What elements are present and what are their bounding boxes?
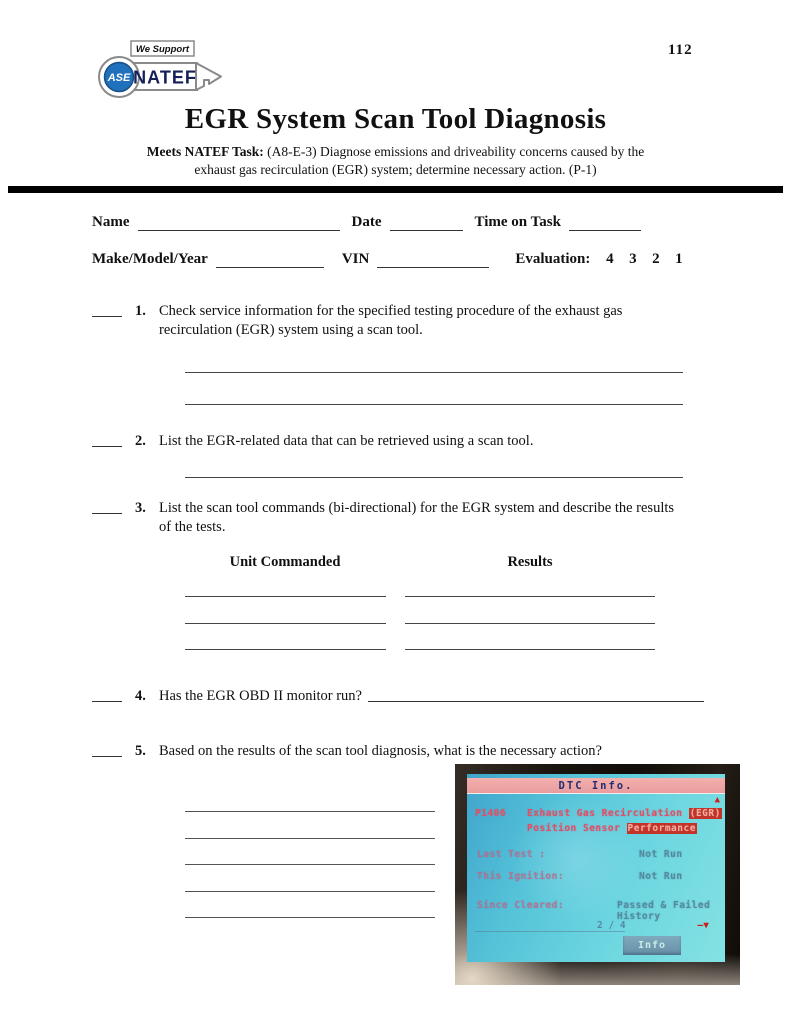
name-label: Name: [92, 214, 130, 230]
natef-task-line2: exhaust gas recirculation (EGR) system; determine necessary action. (P-1): [194, 162, 597, 177]
logo-key-tip: [196, 63, 221, 90]
vin-field[interactable]: [377, 251, 489, 268]
dtc-info-titlebar: DTC Info.: [467, 778, 725, 794]
task-item-4: [92, 687, 704, 706]
since-cleared-label: Since Cleared:: [477, 900, 565, 911]
natef-logo: [98, 40, 226, 104]
answer-line[interactable]: [185, 476, 683, 478]
evaluation-label: Evaluation:: [515, 251, 591, 267]
task-2-text: List the EGR-related data that can be retrieved using a scan tool.: [159, 433, 534, 449]
since-cleared-value-line2: History: [617, 911, 661, 922]
time-on-task-label: Time on Task: [474, 214, 561, 230]
task-3-text: List the scan tool commands (bi-directional) for the EGR system and describe the results of the tests.: [159, 500, 675, 535]
monitor-run-field[interactable]: [368, 687, 704, 702]
scan-tool-photo: [455, 764, 740, 985]
vin-label: VIN: [341, 251, 370, 267]
task-5-check-line[interactable]: [92, 742, 122, 757]
info-button: Info: [623, 936, 681, 955]
date-label: Date: [351, 214, 382, 230]
evaluation-score-2[interactable]: 2: [652, 251, 660, 267]
last-test-value: Not Run: [639, 849, 683, 860]
results-line[interactable]: [405, 622, 655, 624]
scan-tool-screen: [467, 774, 725, 962]
page-indicator: 2 / 4: [597, 920, 626, 931]
dtc-desc-line1-highlight: (EGR): [689, 808, 721, 819]
since-cleared-row: [477, 900, 717, 922]
this-ignition-label: This Ignition:: [477, 871, 565, 882]
results-line[interactable]: [405, 648, 655, 650]
task-item-3: [92, 499, 689, 537]
task-5-number: 5.: [135, 743, 146, 759]
answer-line[interactable]: [185, 837, 435, 839]
unit-commanded-header: Unit Commanded: [229, 554, 341, 570]
page-number: 112: [668, 42, 693, 58]
task-3-number: 3.: [135, 500, 146, 516]
scroll-down-icon: —▼: [697, 920, 709, 931]
page-title: EGR System Scan Tool Diagnosis: [184, 103, 607, 135]
natef-text: NATEF: [133, 67, 197, 88]
since-cleared-value-line1: Passed & Failed: [617, 900, 711, 911]
answer-line[interactable]: [185, 403, 683, 405]
unit-commanded-line[interactable]: [185, 648, 386, 650]
this-ignition-value: Not Run: [639, 871, 683, 882]
this-ignition-row: [477, 871, 717, 882]
results-line[interactable]: [405, 595, 655, 597]
dtc-code: P1406: [475, 808, 507, 819]
task-3-check-line[interactable]: [92, 499, 122, 514]
answer-line[interactable]: [185, 371, 683, 373]
answer-line[interactable]: [185, 863, 435, 865]
task-4-check-line[interactable]: [92, 687, 122, 702]
dtc-desc-line2: Position Sensor: [527, 823, 627, 834]
screen-divider-line: [475, 931, 625, 932]
form-row-identity: [92, 214, 664, 231]
make-model-year-field[interactable]: [216, 251, 324, 268]
natef-task-label: Meets NATEF Task:: [146, 144, 264, 159]
task-4-text: Has the EGR OBD II monitor run?: [159, 688, 362, 704]
answer-line[interactable]: [185, 810, 435, 812]
task-1-number: 1.: [135, 303, 146, 319]
task-2-check-line[interactable]: [92, 432, 122, 447]
natef-task-line1: [0, 144, 791, 160]
dtc-description: [527, 806, 722, 836]
task-item-5: [92, 742, 689, 761]
ase-text: ASE: [107, 72, 131, 84]
time-on-task-field[interactable]: [569, 214, 641, 231]
answer-line[interactable]: [185, 916, 435, 918]
evaluation-score-3[interactable]: 3: [629, 251, 637, 267]
results-header: Results: [507, 554, 553, 570]
task-item-1: [92, 302, 689, 340]
unit-commanded-line[interactable]: [185, 622, 386, 624]
make-model-year-label: Make/Model/Year: [92, 251, 208, 267]
dtc-desc-line2-highlight: Performance: [627, 823, 696, 834]
last-test-label: Last Test :: [477, 849, 546, 860]
unit-commanded-line[interactable]: [185, 595, 386, 597]
divider-rule: [8, 186, 783, 193]
task-2-number: 2.: [135, 433, 146, 449]
since-cleared-value: [617, 900, 717, 922]
task-5-text: Based on the results of the scan tool diagnosis, what is the necessary action?: [159, 743, 602, 759]
date-field[interactable]: [390, 214, 463, 231]
form-row-vehicle: [92, 251, 692, 268]
evaluation-score-4[interactable]: 4: [606, 251, 614, 267]
evaluation-score-1[interactable]: 1: [675, 251, 683, 267]
dtc-desc-line1: Exhaust Gas Recirculation: [527, 808, 689, 819]
task-1-text: Check service information for the specified testing procedure of the exhaust gas recirculation (EGR) system using a scan tool.: [159, 303, 623, 338]
task-1-check-line[interactable]: [92, 302, 122, 317]
scroll-up-icon: ▲: [714, 795, 720, 805]
name-field[interactable]: [138, 214, 340, 231]
logo-banner-text: We Support: [135, 44, 190, 55]
answer-line[interactable]: [185, 890, 435, 892]
task-4-number: 4.: [135, 688, 146, 704]
task-item-2: [92, 432, 689, 451]
last-test-row: [477, 849, 717, 860]
dtc-row: [475, 806, 722, 836]
pager: [597, 920, 709, 931]
natef-task-text1: (A8-E-3) Diagnose emissions and driveability concerns caused by the: [267, 144, 645, 159]
